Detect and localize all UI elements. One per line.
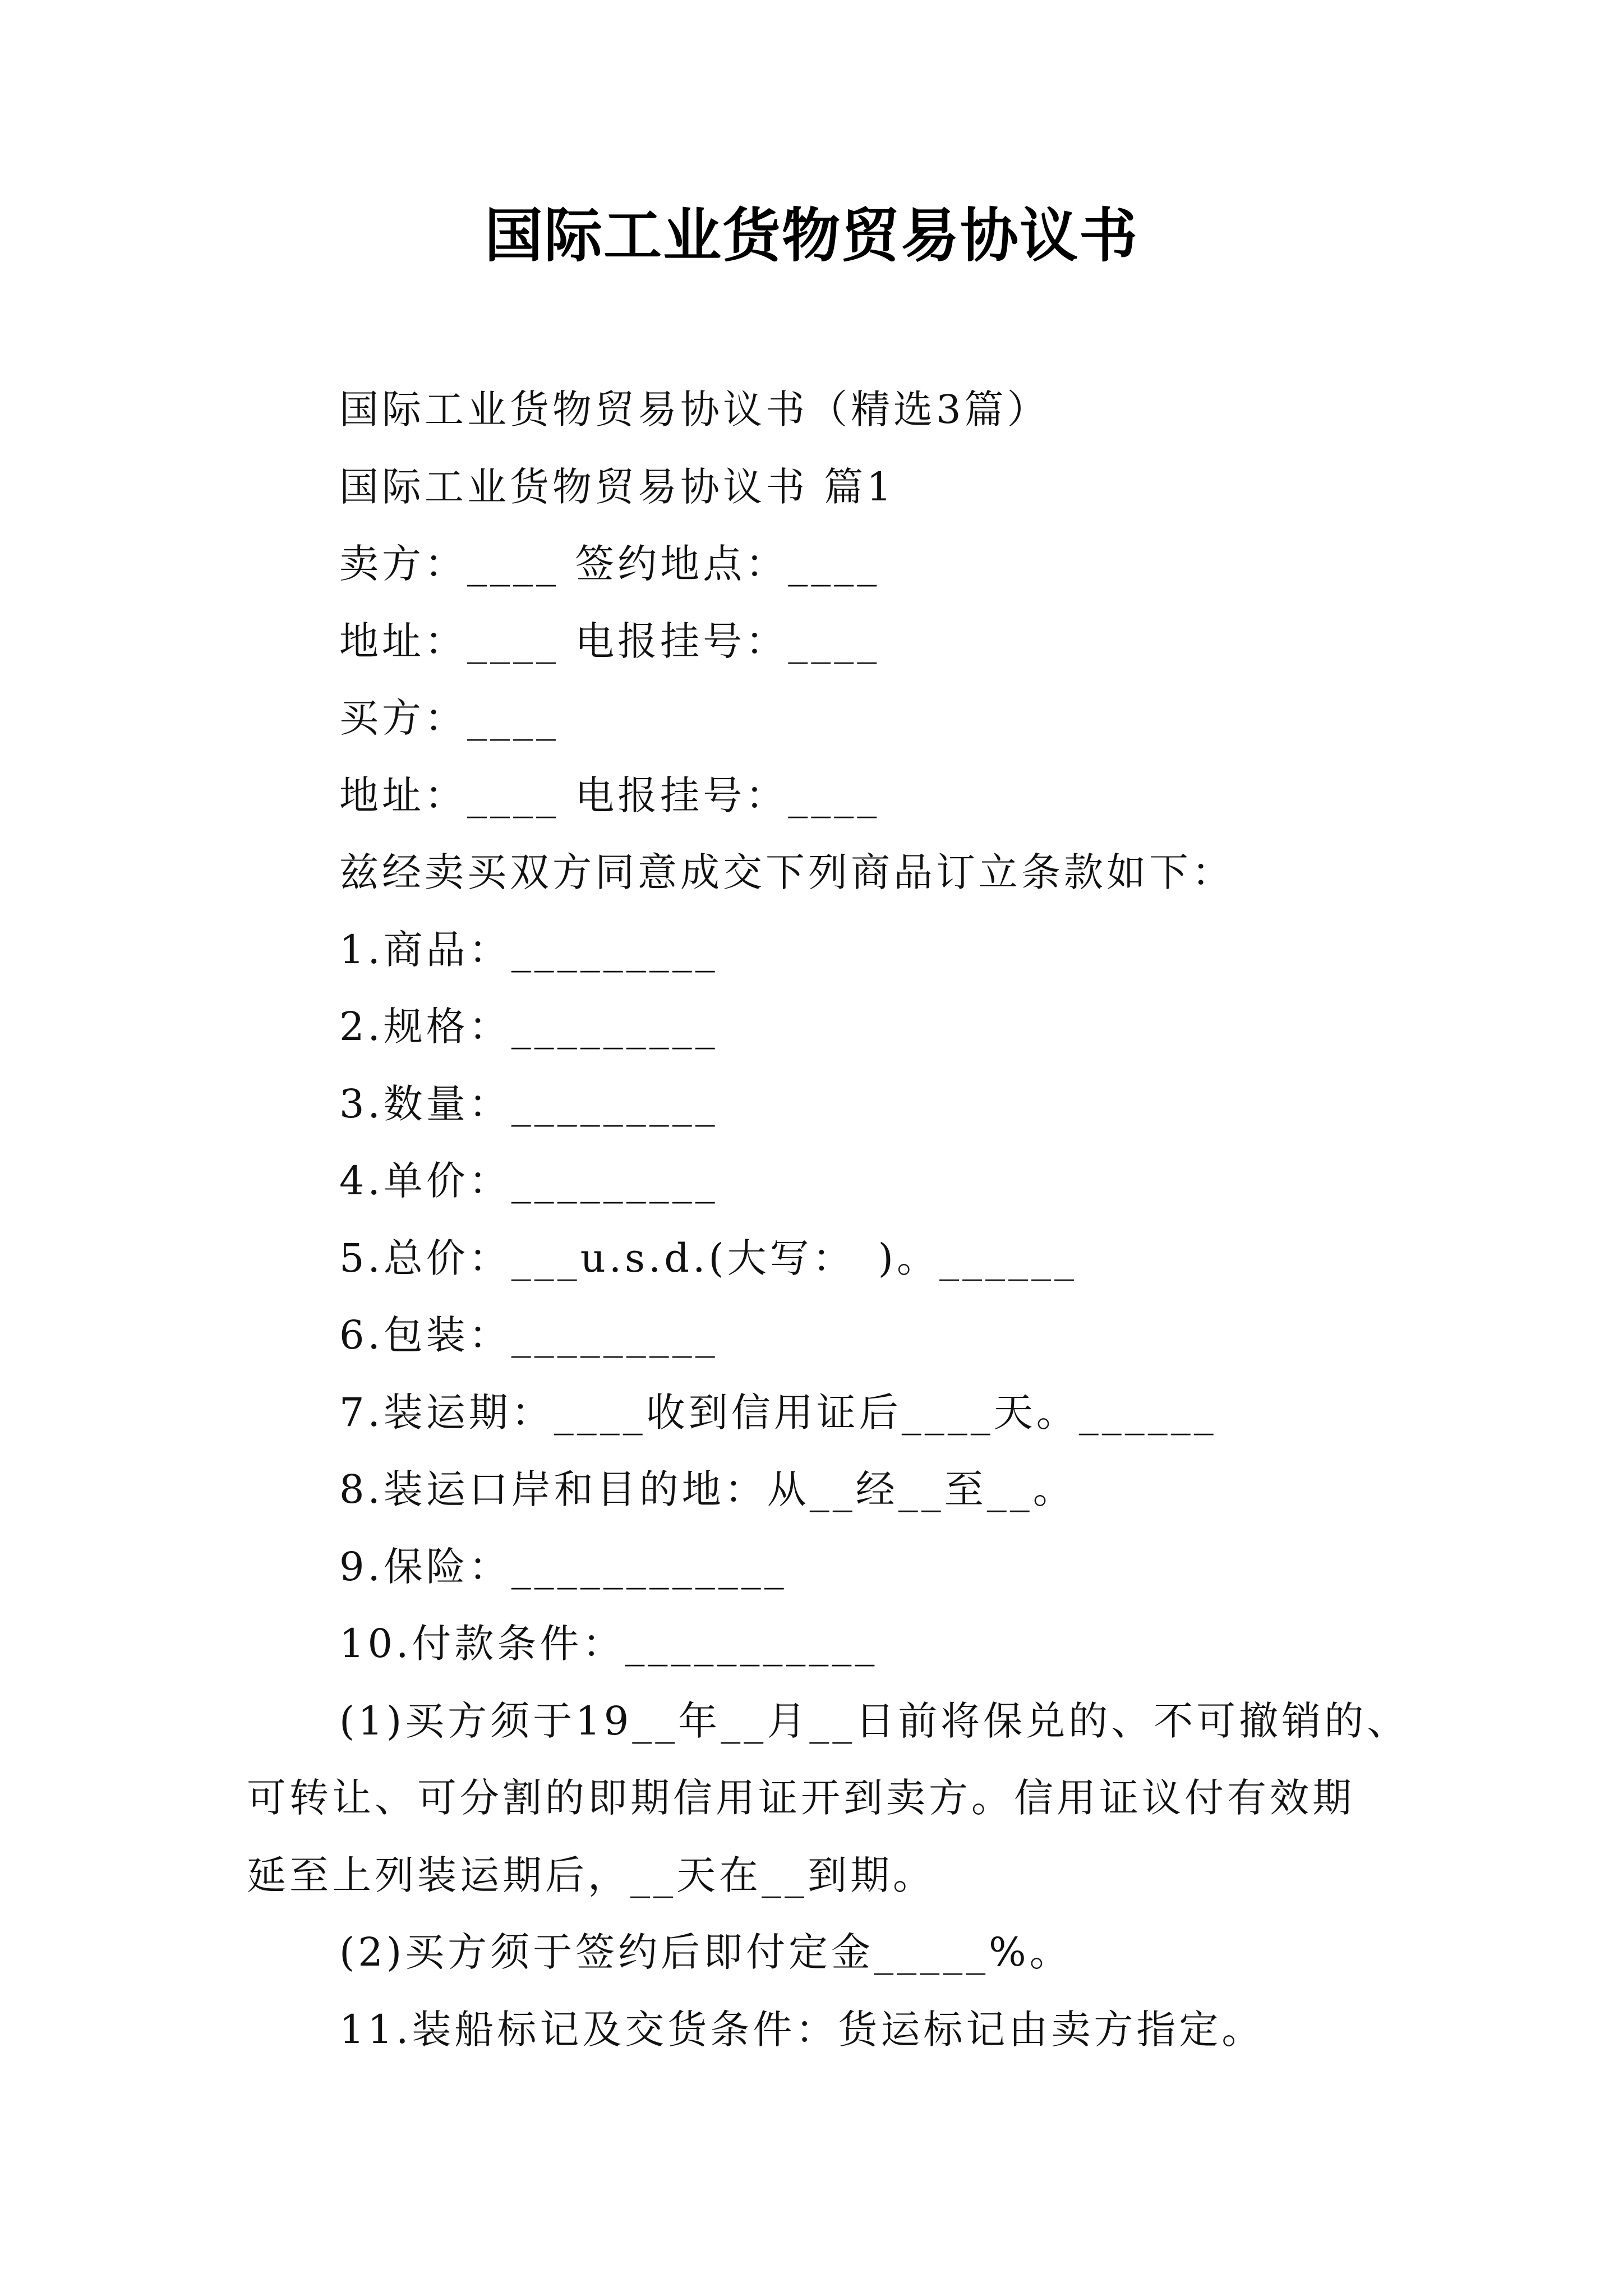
document-title: 国际工业货物贸易协议书 [484,201,1138,270]
body-line: 3.数量：_________ [339,1080,718,1127]
body-line: 地址：____ 电报挂号：____ [339,772,880,818]
body-line: 兹经卖买双方同意成交下列商品订立条款如下： [339,849,1234,895]
body-line: 可转让、可分割的即期信用证开到卖方。信用证议付有效期 [247,1775,1355,1821]
body-line: (2)买方须于签约后即付定金_____%。 [339,1929,1072,1975]
body-line: 地址：____ 电报挂号：____ [339,618,880,664]
body-line: 5.总价：___u.s.d.(大写： )。______ [339,1235,1077,1281]
body-line: 6.包装：_________ [339,1312,718,1358]
body-line: 1.商品：_________ [339,926,718,973]
body-line: 11.装船标记及交货条件：货运标记由卖方指定。 [339,2006,1265,2053]
body-line: 9.保险：____________ [339,1543,787,1590]
body-line: 10.付款条件：___________ [339,1621,878,1667]
body-line: 卖方：____ 签约地点：____ [339,541,880,587]
body-line: 7.装运期：____收到信用证后____天。______ [339,1389,1217,1435]
body-line: 买方：____ [339,695,559,741]
body-line: 国际工业货物贸易协议书（精选3篇） [339,386,1050,432]
document-body [247,371,1469,2068]
body-line: 8.装运口岸和目的地：从__经__至__。 [339,1466,1076,1512]
body-line: (1)买方须于19__年__月__日前将保兑的、不可撤销的、 [339,1697,1410,1744]
body-line: 2.规格：_________ [339,1004,718,1050]
body-line: 国际工业货物贸易协议书 篇1 [339,463,895,510]
body-line: 延至上列装运期后，__天在__到期。 [247,1852,935,1898]
body-line: 4.单价：_________ [339,1158,718,1204]
